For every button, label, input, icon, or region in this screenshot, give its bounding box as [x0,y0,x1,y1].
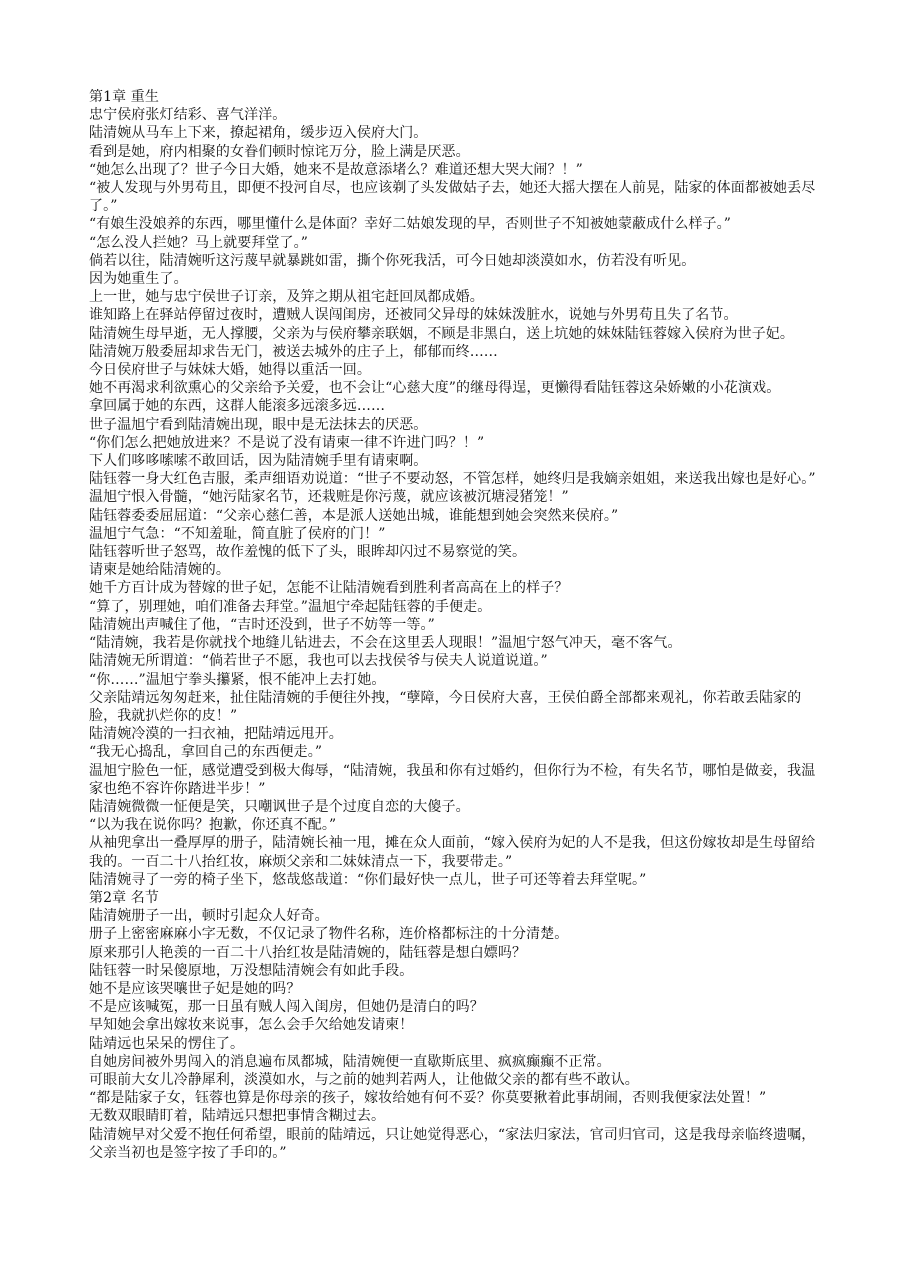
paragraph: 陆清婉早对父爱不抱任何希望，眼前的陆靖远，只让她觉得恶心，“家法归家法，官司归官司，这是我母亲临终遗嘱，父亲当初也是签字按了手印的。” [89,1126,816,1161]
paragraph: 陆钰蓉一时呆傻原地，万没想陆清婉会有如此手段。 [89,962,414,979]
paragraph: 陆清婉无所谓道：“倘若世子不愿，我也可以去找侯爷与侯夫人说道说道。” [89,653,548,670]
chapter-heading: 第2章 名节 [89,889,159,906]
paragraph: “我无心捣乱，拿回自己的东西便走。” [89,744,323,761]
paragraph: 早知她会拿出嫁妆来说事，怎么会手欠给她发请柬！ [89,1017,414,1034]
paragraph: 她不是应该哭嚷世子妃是她的吗？ [89,980,301,997]
paragraph: 原来那引人艳羡的一百二十八抬红妆是陆清婉的，陆钰蓉是想白嫖吗？ [89,944,527,961]
paragraph: 温旭宁恨入骨髓，“她污陆家名节，还栽赃是你污蔑，就应该被沉塘浸猪笼！” [89,489,569,506]
paragraph: 倘若以往，陆清婉听这污蔑早就暴跳如雷，撕个你死我活，可今日她却淡漠如水，仿若没有听见。 [89,252,696,269]
paragraph: 看到是她，府内相聚的女眷们顿时惊诧万分，脸上满是厌恶。 [89,143,470,160]
paragraph: 可眼前大女儿冷静犀利，淡漠如水，与之前的她判若两人，让他做父亲的都有些不敢认。 [89,1071,639,1088]
paragraph: 陆清婉生母早逝，无人撑腰，父亲为与侯府攀亲联姻，不顾是非黑白，送上坑她的妹妹陆钰蓉嫁入侯府为世子妃。 [89,325,794,342]
paragraph: “以为我在说你吗？抱歉，你还真不配。” [89,817,337,834]
paragraph: 陆清婉冷漠的一扫衣袖，把陆靖远甩开。 [89,726,343,743]
paragraph: 陆清婉万般委屈却求告无门，被送去城外的庄子上，郁郁而终…… [89,343,498,360]
paragraph: 上一世，她与忠宁侯世子订亲，及笄之期从祖宅赶回凤都成婚。 [89,289,484,306]
paragraph: 陆钰蓉委委屈屈道：“父亲心慈仁善，本是派人送她出城，谁能想到她会突然来侯府。” [89,507,619,524]
paragraph: “都是陆家子女，钰蓉也算是你母亲的孩子，嫁妆给她有何不妥？你莫要揪着此事胡闹，否则我便家法处置！” [89,1090,767,1107]
paragraph: 请柬是她给陆清婉的。 [89,562,230,579]
paragraph: 拿回属于她的东西，这群人能滚多远滚多远…… [89,398,386,415]
paragraph: “她怎么出现了？世子今日大婚，她来不是故意添堵么？难道还想大哭大闹？！” [89,161,583,178]
paragraph: 自她房间被外男闯入的消息遍布凤都城，陆清婉便一直歇斯底里、疯疯癫癫不正常。 [89,1053,611,1070]
paragraph: 册子上密密麻麻小字无数，不仅记录了物件名称，连价格都标注的十分清楚。 [89,926,569,943]
paragraph: 陆钰蓉听世子怒骂，故作羞愧的低下了头，眼眸却闪过不易察觉的笑。 [89,544,527,561]
paragraph: 陆靖远也呆呆的愣住了。 [89,1035,245,1052]
paragraph: “你……”温旭宁拳头攥紧，恨不能冲上去打她。 [89,671,386,688]
paragraph: 她不再渴求利欲熏心的父亲给予关爱，也不会让“心慈大度”的继母得逞，更懒得看陆钰蓉这朵娇嫩的小花演戏。 [89,380,781,397]
paragraph: 温旭宁脸色一怔，感觉遭受到极大侮辱，“陆清婉，我虽和你有过婚约，但你行为不检，有失名节，哪怕是做妾，我温家也绝不容许你踏进半步！” [89,762,816,797]
paragraph: 无数双眼睛盯着，陆靖远只想把事情含糊过去。 [89,1108,386,1125]
chapter-heading: 第1章 重生 [89,89,159,105]
paragraph: 陆钰蓉一身大红色吉服，柔声细语劝说道：“世子不要动怒，不管怎样，她终归是我嫡亲姐姐，来送我出嫁也是好心。” [89,471,816,488]
paragraph: 因为她重生了。 [89,271,188,288]
paragraph: 世子温旭宁看到陆清婉出现，眼中是无法抹去的厌恶。 [89,416,428,433]
paragraph: “陆清婉，我若是你就找个地缝儿钻进去，不会在这里丢人现眼！”温旭宁怒气冲天，毫不客气。 [89,635,682,652]
paragraph: 忠宁侯府张灯结彩、喜气洋洋。 [89,107,287,124]
paragraph: 陆清婉微微一怔便是笑，只嘲讽世子是个过度自恋的大傻子。 [89,798,470,815]
paragraph: “有娘生没娘养的东西，哪里懂什么是体面？幸好二姑娘发现的早，否则世子不知被她蒙蔽成什么样子。” [89,216,732,233]
document-body [89,88,824,1162]
paragraph: 不是应该喊冤，那一日虽有贼人闯入闺房，但她仍是清白的吗？ [89,999,484,1016]
paragraph: 陆清婉出声喊住了他，“吉时还没到，世子不妨等一等。” [89,616,435,633]
paragraph: “你们怎么把她放进来？不是说了没有请柬一律不许进门吗？！” [89,434,485,451]
paragraph: 今日侯府世子与妹妹大婚，她得以重活一回。 [89,362,371,379]
paragraph: “被人发现与外男苟且，即便不投河自尽，也应该剃了头发做姑子去，她还大摇大摆在人前晃，陆家的体面都被她丢尽了。” [89,180,816,215]
paragraph: 从袖兜拿出一叠厚厚的册子，陆清婉长袖一甩，摊在众人面前，“嫁入侯府为妃的人不是我，但这份嫁妆却是生母留给我的。一百二十八抬红妆，麻烦父亲和二妹妹清点一下，我要带走。” [89,835,816,870]
paragraph: “怎么没人拦她？马上就要拜堂了。” [89,234,309,251]
paragraph: 父亲陆靖远匆匆赶来，扯住陆清婉的手便往外拽，“孽障，今日侯府大喜，王侯伯爵全部都来观礼，你若敢丢陆家的脸，我就扒烂你的皮！” [89,689,802,724]
paragraph: “算了，别理她，咱们准备去拜堂。”温旭宁牵起陆钰蓉的手便走。 [89,598,492,615]
paragraph: 温旭宁气急：“不知羞耻，简直脏了侯府的门！” [89,525,386,542]
paragraph: 陆清婉从马车上下来，撩起裙角，缓步迈入侯府大门。 [89,125,428,142]
paragraph: 谁知路上在驿站停留过夜时，遭贼人误闯闺房，还被同父异母的妹妹泼脏水，说她与外男苟且失了名节。 [89,307,738,324]
paragraph: 陆清婉册子一出，顿时引起众人好奇。 [89,908,329,925]
paragraph: 下人们哆哆嗦嗦不敢回话，因为陆清婉手里有请柬啊。 [89,453,428,470]
paragraph: 她千方百计成为替嫁的世子妃，怎能不让陆清婉看到胜利者高高在上的样子？ [89,580,569,597]
paragraph: 陆清婉寻了一旁的椅子坐下，悠哉悠哉道：“你们最好快一点儿，世子可还等着去拜堂呢。” [89,871,647,888]
